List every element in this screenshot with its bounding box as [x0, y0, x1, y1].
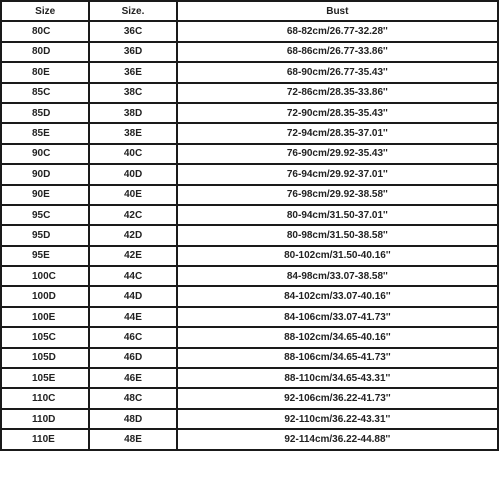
cell-size-alt: 48E: [89, 429, 176, 449]
cell-size: 90E: [1, 185, 89, 205]
cell-bust: 76-90cm/29.92-35.43'': [177, 144, 498, 164]
cell-bust: 92-110cm/36.22-43.31'': [177, 409, 498, 429]
cell-bust: 92-106cm/36.22-41.73'': [177, 388, 498, 408]
header-size-alt: Size.: [89, 1, 176, 21]
cell-size: 100E: [1, 307, 89, 327]
cell-bust: 72-90cm/28.35-35.43'': [177, 103, 498, 123]
table-row: [1, 368, 498, 388]
cell-size: 85D: [1, 103, 89, 123]
cell-size: 80E: [1, 62, 89, 82]
cell-size: 105C: [1, 327, 89, 347]
table-row: [1, 409, 498, 429]
cell-size: 110C: [1, 388, 89, 408]
cell-size-alt: 42C: [89, 205, 176, 225]
cell-size: 90C: [1, 144, 89, 164]
cell-bust: 84-98cm/33.07-38.58'': [177, 266, 498, 286]
cell-size-alt: 38D: [89, 103, 176, 123]
cell-size: 85C: [1, 83, 89, 103]
cell-size-alt: 42E: [89, 246, 176, 266]
cell-size-alt: 38C: [89, 83, 176, 103]
cell-bust: 68-82cm/26.77-32.28'': [177, 21, 498, 41]
cell-size-alt: 48C: [89, 388, 176, 408]
table-row: [1, 266, 498, 286]
cell-size-alt: 44E: [89, 307, 176, 327]
table-row: [1, 103, 498, 123]
header-size: Size: [1, 1, 89, 21]
cell-bust: 76-98cm/29.92-38.58'': [177, 185, 498, 205]
table-row: [1, 21, 498, 41]
cell-size-alt: 40D: [89, 164, 176, 184]
cell-size-alt: 36E: [89, 62, 176, 82]
cell-size: 95C: [1, 205, 89, 225]
cell-size: 100C: [1, 266, 89, 286]
table-row: [1, 164, 498, 184]
cell-size: 95D: [1, 225, 89, 245]
table-row: [1, 286, 498, 306]
table-row: [1, 327, 498, 347]
table-row: [1, 205, 498, 225]
cell-size-alt: 40C: [89, 144, 176, 164]
cell-size: 85E: [1, 123, 89, 143]
cell-size-alt: 44C: [89, 266, 176, 286]
table-body: [1, 21, 498, 449]
cell-size: 100D: [1, 286, 89, 306]
cell-size: 95E: [1, 246, 89, 266]
cell-size: 80D: [1, 42, 89, 62]
cell-bust: 84-106cm/33.07-41.73'': [177, 307, 498, 327]
table-header: [1, 1, 498, 21]
cell-size: 110E: [1, 429, 89, 449]
table-row: [1, 225, 498, 245]
header-row: [1, 1, 498, 21]
cell-size-alt: 44D: [89, 286, 176, 306]
cell-size-alt: 42D: [89, 225, 176, 245]
table-row: [1, 62, 498, 82]
cell-size-alt: 48D: [89, 409, 176, 429]
cell-bust: 80-98cm/31.50-38.58'': [177, 225, 498, 245]
cell-size: 110D: [1, 409, 89, 429]
cell-bust: 80-94cm/31.50-37.01'': [177, 205, 498, 225]
cell-size: 105D: [1, 348, 89, 368]
cell-size: 80C: [1, 21, 89, 41]
cell-bust: 88-106cm/34.65-41.73'': [177, 348, 498, 368]
cell-size-alt: 38E: [89, 123, 176, 143]
table-row: [1, 348, 498, 368]
cell-size-alt: 36D: [89, 42, 176, 62]
cell-bust: 88-110cm/34.65-43.31'': [177, 368, 498, 388]
cell-bust: 72-94cm/28.35-37.01'': [177, 123, 498, 143]
table-row: [1, 144, 498, 164]
cell-bust: 84-102cm/33.07-40.16'': [177, 286, 498, 306]
cell-size: 105E: [1, 368, 89, 388]
cell-size-alt: 46E: [89, 368, 176, 388]
cell-bust: 88-102cm/34.65-40.16'': [177, 327, 498, 347]
cell-size-alt: 40E: [89, 185, 176, 205]
table-row: [1, 83, 498, 103]
table-row: [1, 388, 498, 408]
table-row: [1, 185, 498, 205]
cell-size-alt: 46D: [89, 348, 176, 368]
cell-bust: 72-86cm/28.35-33.86'': [177, 83, 498, 103]
header-bust: Bust: [177, 1, 498, 21]
table-row: [1, 42, 498, 62]
cell-size-alt: 36C: [89, 21, 176, 41]
table-row: [1, 429, 498, 449]
table-row: [1, 246, 498, 266]
cell-size: 90D: [1, 164, 89, 184]
cell-bust: 80-102cm/31.50-40.16'': [177, 246, 498, 266]
table-row: [1, 307, 498, 327]
cell-size-alt: 46C: [89, 327, 176, 347]
cell-bust: 92-114cm/36.22-44.88'': [177, 429, 498, 449]
cell-bust: 68-86cm/26.77-33.86'': [177, 42, 498, 62]
cell-bust: 68-90cm/26.77-35.43'': [177, 62, 498, 82]
cell-bust: 76-94cm/29.92-37.01'': [177, 164, 498, 184]
table-row: [1, 123, 498, 143]
